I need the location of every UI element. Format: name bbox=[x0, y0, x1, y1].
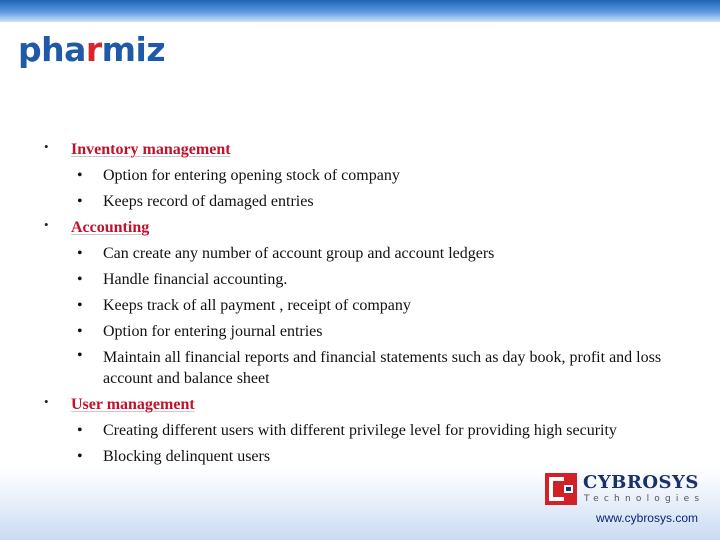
list-item-text: Handle financial accounting. bbox=[103, 271, 288, 288]
section-bullet: • bbox=[44, 217, 49, 232]
cybrosys-logo-icon bbox=[545, 473, 577, 505]
sub-bullet: • bbox=[77, 297, 83, 314]
list-item-text: Can create any number of account group and account ledgers bbox=[103, 245, 495, 262]
sub-bullet: • bbox=[77, 323, 83, 340]
pharmiz-logo bbox=[18, 30, 165, 70]
list-item bbox=[77, 189, 688, 215]
list-item-text: Blocking delinquent users bbox=[103, 448, 271, 465]
sub-bullet: • bbox=[77, 347, 83, 364]
cybrosys-name: CYBROSYS bbox=[583, 472, 699, 493]
sub-bullet: • bbox=[77, 193, 83, 210]
logo-text-part2: r bbox=[85, 30, 102, 69]
sub-bullet: • bbox=[77, 245, 83, 262]
sub-bullet: • bbox=[77, 448, 83, 465]
section-title: Inventory management bbox=[71, 141, 231, 158]
list-item bbox=[77, 319, 688, 345]
sub-bullet: • bbox=[77, 422, 83, 439]
list-item-text: Option for entering opening stock of company bbox=[103, 167, 400, 184]
cybrosys-tagline: Technologies bbox=[584, 494, 705, 504]
list-item-text: Keeps record of damaged entries bbox=[103, 193, 314, 210]
feature-list bbox=[0, 137, 720, 470]
header-band bbox=[0, 0, 720, 22]
list-item-text: Maintain all financial reports and financial statements such as day book, profit and loss account and balance sheet bbox=[103, 349, 662, 387]
section-title: User management bbox=[71, 396, 195, 413]
logo-text-part3: miz bbox=[101, 30, 166, 69]
list-item bbox=[77, 163, 688, 189]
website-url: www.cybrosys.com bbox=[595, 511, 698, 525]
list-item bbox=[77, 444, 688, 470]
section-bullet: • bbox=[44, 139, 49, 154]
section-user-management bbox=[0, 392, 720, 470]
list-item-text: Option for entering journal entries bbox=[103, 323, 323, 340]
list-item bbox=[77, 345, 688, 392]
sub-bullet: • bbox=[77, 271, 83, 288]
list-item bbox=[77, 418, 688, 444]
list-item-text: Creating different users with different privilege level for providing high security bbox=[103, 422, 617, 439]
section-accounting bbox=[0, 215, 720, 392]
logo-text-part1: pha bbox=[18, 30, 86, 69]
sub-bullet: • bbox=[77, 167, 83, 184]
list-item bbox=[77, 293, 688, 319]
list-item bbox=[77, 241, 688, 267]
list-item-text: Keeps track of all payment , receipt of company bbox=[103, 297, 411, 314]
section-title: Accounting bbox=[71, 219, 150, 236]
section-bullet: • bbox=[44, 394, 49, 409]
section-inventory bbox=[0, 137, 720, 215]
list-item bbox=[77, 267, 688, 293]
